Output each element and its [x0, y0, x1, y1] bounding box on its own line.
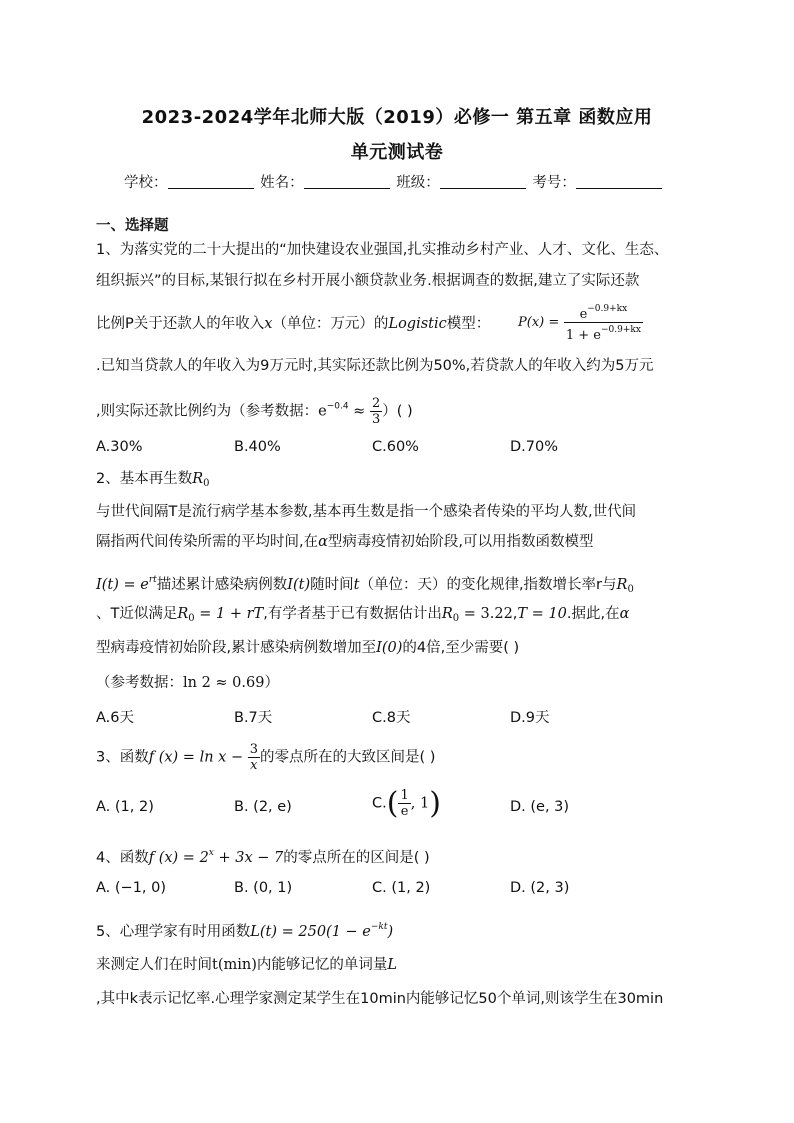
- q1-option-c[interactable]: C.60%: [372, 439, 419, 455]
- q2-option-a[interactable]: A.6天: [96, 710, 134, 726]
- q5-line2: 来测定人们在时间t(min)内能够记忆的单词量L: [96, 957, 398, 973]
- q2-line4: $I(t) = e^{rt}$描述累计感染病例数I(t)随时间t（单位：天）的变化规律,指数增长率r与$R_0$: [96, 575, 634, 595]
- q2-option-c[interactable]: C.8天: [372, 710, 411, 726]
- q1-formula: P(x) = $\frac{e^{-0.9+kx}}{1 + e^{-0.9+kx}}$: [518, 304, 641, 343]
- name-field[interactable]: [304, 174, 390, 189]
- q5-line3: ,其中k表示记忆率.心理学家测定某学生在10min内能够记忆50个单词,则该学生在30min: [96, 991, 664, 1007]
- number-field[interactable]: [576, 174, 662, 189]
- q5-line1: 5、心理学家有时用函数$L(t) = 250(1 - e^{-kt})$: [96, 922, 394, 940]
- q4-option-c[interactable]: C. (1, 2): [372, 880, 431, 896]
- q2-option-b[interactable]: B.7天: [234, 710, 273, 726]
- q2-line3: 隔指两代间传染所需的平均时间,在α型病毒疫情初始阶段,可以用指数函数模型: [96, 534, 594, 550]
- q1-line4: .已知当贷款人的年收入为9万元时,其实际还款比例为50%,若贷款人的年收入约为5万元: [96, 358, 654, 374]
- section-heading: 一、选择题: [96, 218, 169, 234]
- number-label: 考号：: [532, 175, 576, 191]
- q1-line1: 1、为落实党的二十大提出的“加快建设农业强国,扎实推动乡村产业、人才、文化、生态、: [96, 242, 669, 258]
- q1-line3: 比例P关于还款人的年收入x（单位：万元）的Logistic模型：: [96, 316, 491, 332]
- student-info-row: [124, 171, 664, 192]
- q4-line1: 4、函数f $(x) = 2^x + 3x - 7$的零点所在的区间是( ): [96, 848, 430, 866]
- q2-line6: 型病毒疫情初始阶段,累计感染病例数增加至I(0)的4倍,至少需要( ): [96, 640, 520, 656]
- q3-option-a[interactable]: A. (1, 2): [96, 799, 154, 815]
- page-title: 2023-2024学年北师大版（2019）必修一 第五章 函数应用: [141, 107, 653, 128]
- q3-line1: 3、函数f (x) = ln x − $\frac{3}{x}$ 的零点所在的大致区间是( ): [96, 742, 436, 773]
- school-label: 学校：: [124, 175, 168, 191]
- name-label: 姓名：: [260, 175, 304, 191]
- class-field[interactable]: [440, 174, 526, 189]
- q4-option-b[interactable]: B. (0, 1): [234, 880, 293, 896]
- q1-option-a[interactable]: A.30%: [96, 439, 143, 455]
- q4-option-d[interactable]: D. (2, 3): [510, 880, 570, 896]
- q2-option-d[interactable]: D.9天: [510, 710, 550, 726]
- q4-option-a[interactable]: A. (−1, 0): [96, 880, 167, 896]
- q2-line7: （参考数据：ln 2 ≈ 0.69）: [96, 675, 279, 691]
- q1-option-b[interactable]: B.40%: [234, 439, 281, 455]
- school-field[interactable]: [168, 174, 254, 189]
- q3-option-c[interactable]: C.( $\frac{1}{e}$ , 1): [372, 786, 441, 821]
- q1-line2: 组织振兴”的目标,某银行拟在乡村开展小额贷款业务.根据调查的数据,建立了实际还款: [96, 273, 640, 289]
- q3-option-d[interactable]: D. (e, 3): [510, 799, 570, 815]
- class-label: 班级：: [396, 175, 440, 191]
- q3-option-b[interactable]: B. (2, e): [234, 799, 292, 815]
- page-subtitle: 单元测试卷: [350, 142, 444, 163]
- q2-line2: 与世代间隔T是流行病学基本参数,基本再生数是指一个感染者传染的平均人数,世代间: [96, 504, 637, 520]
- q1-option-d[interactable]: D.70%: [510, 439, 559, 455]
- q1-line5: ,则实际还款比例约为（参考数据：$e^{-0.4}$ ≈ $\frac{2}{3}$ ）( ): [96, 396, 413, 427]
- q2-line1: 2、基本再生数$R_0$: [96, 471, 210, 489]
- q2-line5: 、T近似满足$R_0 = 1$ + rT,有学者基于已有数据估计出$R_0 = 3.22,T = 10$.据此,在α: [96, 606, 630, 624]
